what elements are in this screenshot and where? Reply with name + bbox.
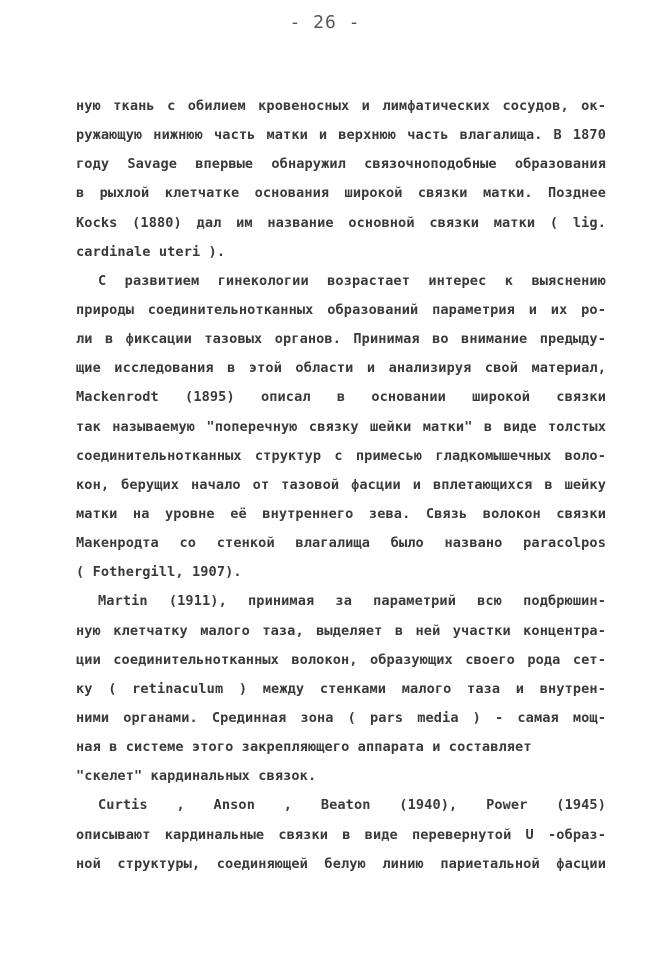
text-line: ную клетчатку малого таза, выделяет в ней участки концентра- [76,622,606,639]
text-line: Kocks (1880) дал им название основной связки матки ( lig. [76,214,606,231]
document-body [76,92,606,879]
text-line: Макенродта со стенкой влагалища было названо paracolpos [76,535,606,552]
text-line: ружающую нижнюю часть матки и верхнюю часть влагалища. В 1870 [76,127,606,144]
text-line: ная в системе этого закрепляющего аппарата и составляет [76,739,532,756]
text-line: ной структуры, соединяющей белую линию париетальной фасции [76,855,606,872]
page-number: - 26 - [289,12,361,33]
text-line: ции соединительнотканных волокон, образующих своего рода сет- [76,651,606,668]
text-line: ними органами. Срединная зона ( pars media ) - самая мощ- [76,709,606,726]
text-line: "скелет" кардинальных связок. [76,768,317,785]
text-line: в рыхлой клетчатке основания широкой связки матки. Позднее [76,185,606,202]
text-line: Curtis , Anson , Beaton (1940), Power (1945) [98,797,606,814]
text-line: ку ( retinaculum ) между стенками малого таза и внутрен- [76,680,606,697]
text-line: ли в фиксации тазовых органов. Принимая во внимание предыду- [76,331,606,348]
text-line: природы соединительнотканных образований параметрия и их ро- [76,301,606,318]
text-line: так называемую "поперечную связку шейки матки" в виде толстых [76,418,606,435]
text-line: году Savage впервые обнаружил связочноподобные образования [76,156,606,173]
text-line: матки на уровне её внутреннего зева. Связь волокон связки [76,505,606,522]
text-line: ную ткань с обилием кровеносных и лимфатических сосудов, ок- [76,98,606,114]
text-line: Mackenrodt (1895) описал в основании широкой связки [76,389,606,406]
text-line: Martin (1911), принимая за параметрий всю подбрюшин- [98,593,606,610]
text-line: cardinale uteri ). [76,243,226,260]
text-line: кон, берущих начало от тазовой фасции и вплетающихся в шейку [76,476,606,493]
text-line: описывают кардинальные связки в виде перевернутой U -образ- [76,826,606,843]
text-line: ( Fothergill, 1907). [76,564,242,581]
text-line: соединительнотканных структур с примесью гладкомышечных воло- [76,447,606,464]
text-line: С развитием гинекологии возрастает интерес к выяснению [98,272,606,289]
text-line: щие исследования в этой области и анализируя свой материал, [76,360,606,377]
